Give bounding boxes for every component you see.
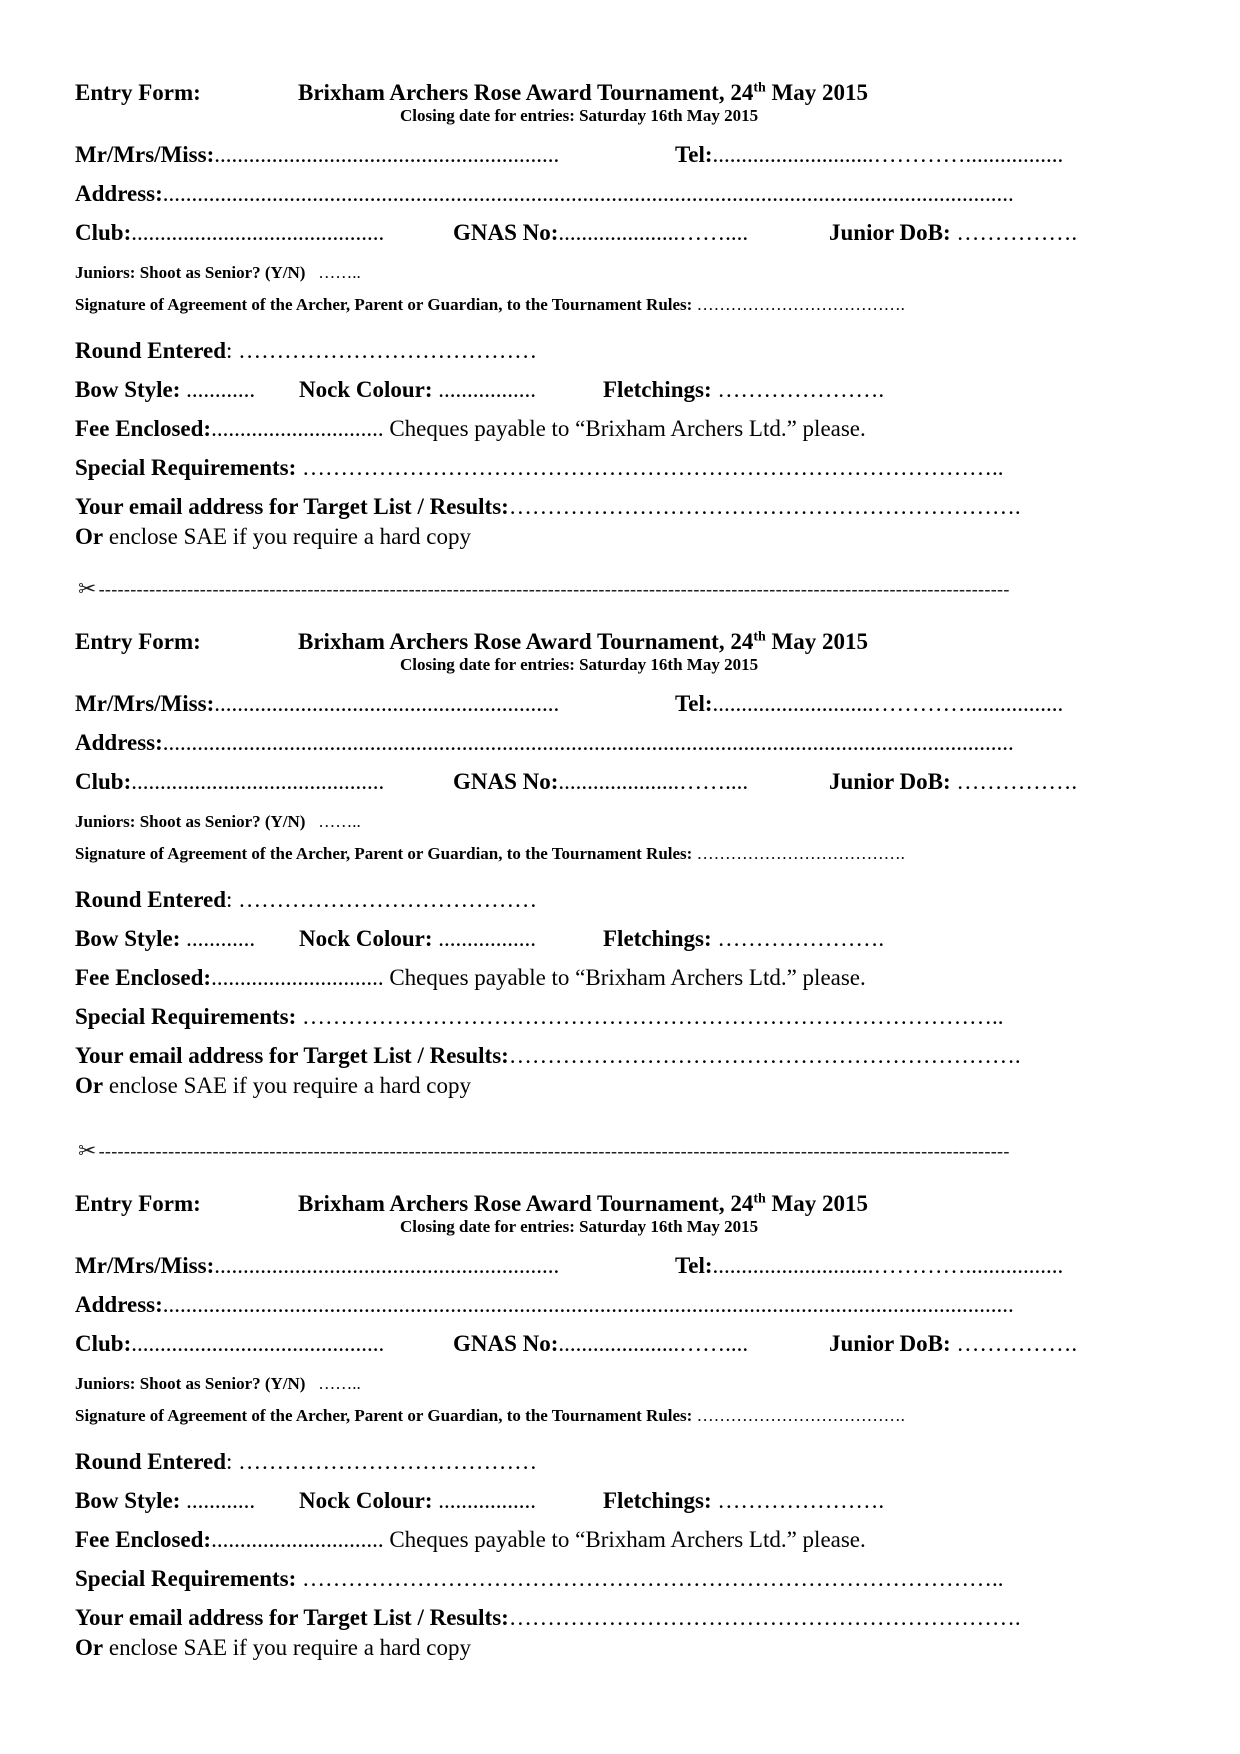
scissors-icon: ✂ xyxy=(78,1138,97,1163)
gnas-field[interactable]: .....................…….... xyxy=(558,220,749,245)
juniors-field[interactable]: …….. xyxy=(318,812,361,831)
name-row xyxy=(75,142,1064,168)
nock-colour-field[interactable]: ................. xyxy=(438,926,537,951)
or-label: Or xyxy=(75,1635,104,1660)
tel-label: Tel: xyxy=(675,142,713,167)
email-field[interactable]: …………………………………………………………. xyxy=(508,1605,1021,1630)
fee-row xyxy=(75,416,866,442)
signature-row xyxy=(75,292,905,318)
special-field[interactable]: ……………………………………………………………………………….. xyxy=(296,1004,1004,1029)
sae-row xyxy=(75,1073,471,1099)
juniors-label: Juniors: Shoot as Senior? (Y/N) xyxy=(75,1374,306,1393)
form-header xyxy=(75,1191,868,1217)
junior-dob-label: Junior DoB: xyxy=(829,1331,951,1356)
signature-label: Signature of Agreement of the Archer, Parent or Guardian, to the Tournament Rules: xyxy=(75,1406,693,1425)
tournament-title: Brixham Archers Rose Award Tournament, 24th May 2015 xyxy=(298,1191,868,1216)
gnas-label: GNAS No: xyxy=(453,769,559,794)
fee-note: Cheques payable to “Brixham Archers Ltd.” please. xyxy=(383,416,866,441)
sae-note: enclose SAE if you require a hard copy xyxy=(103,524,471,549)
nock-colour-field[interactable]: ................. xyxy=(438,1488,537,1513)
club-row xyxy=(75,1331,1078,1357)
closing-date: Closing date for entries: Saturday 16th May 2015 xyxy=(400,1217,759,1236)
round-label: Round Entered xyxy=(75,887,227,912)
closing-date: Closing date for entries: Saturday 16th May 2015 xyxy=(400,655,759,674)
gnas-label: GNAS No: xyxy=(453,1331,559,1356)
club-label: Club: xyxy=(75,1331,132,1356)
fee-label: Fee Enclosed: xyxy=(75,416,212,441)
sae-note: enclose SAE if you require a hard copy xyxy=(103,1073,471,1098)
club-field[interactable]: ............................................ xyxy=(131,769,385,794)
fee-field[interactable]: .............................. xyxy=(211,1527,384,1552)
signature-label: Signature of Agreement of the Archer, Parent or Guardian, to the Tournament Rules: xyxy=(75,844,693,863)
email-label: Your email address for Target List / Results: xyxy=(75,494,509,519)
club-field[interactable]: ............................................ xyxy=(131,1331,385,1356)
tel-field[interactable]: ............................…………................. xyxy=(712,142,1064,167)
address-field[interactable]: .................................................................................................................................................... xyxy=(162,730,1014,755)
entry-form-label: Entry Form: xyxy=(75,629,201,654)
fee-row xyxy=(75,1527,866,1553)
fletchings-label: Fletchings: xyxy=(603,1488,712,1513)
juniors-field[interactable]: …….. xyxy=(318,263,361,282)
email-label: Your email address for Target List / Results: xyxy=(75,1043,509,1068)
cut-dashes: ------------------------------------------------------------------------------------------------------------------------------------------------ xyxy=(98,1142,1010,1163)
signature-row xyxy=(75,1403,905,1429)
fletchings-label: Fletchings: xyxy=(603,377,712,402)
junior-dob-field[interactable]: ……………. xyxy=(956,220,1078,245)
address-label: Address: xyxy=(75,181,163,206)
address-label: Address: xyxy=(75,1292,163,1317)
gnas-field[interactable]: .....................…….... xyxy=(558,769,749,794)
sae-row xyxy=(75,1635,471,1661)
club-label: Club: xyxy=(75,769,132,794)
fee-field[interactable]: .............................. xyxy=(211,965,384,990)
junior-dob-field[interactable]: ……………. xyxy=(956,769,1078,794)
juniors-row xyxy=(75,809,361,835)
tel-field[interactable]: ............................…………................. xyxy=(712,691,1064,716)
bow-row xyxy=(75,926,885,952)
round-field[interactable]: : ………………………………… xyxy=(226,338,538,363)
bow-style-label: Bow Style: xyxy=(75,1488,181,1513)
round-label: Round Entered xyxy=(75,1449,227,1474)
junior-dob-field[interactable]: ……………. xyxy=(956,1331,1078,1356)
juniors-label: Juniors: Shoot as Senior? (Y/N) xyxy=(75,263,306,282)
address-field[interactable]: .................................................................................................................................................... xyxy=(162,181,1014,206)
bow-style-label: Bow Style: xyxy=(75,926,181,951)
name-row xyxy=(75,1253,1064,1279)
special-row xyxy=(75,455,1004,481)
fee-field[interactable]: .............................. xyxy=(211,416,384,441)
fletchings-field[interactable]: …………………. xyxy=(717,926,885,951)
signature-field[interactable]: ………………………………. xyxy=(696,844,905,863)
fee-row xyxy=(75,965,866,991)
or-label: Or xyxy=(75,524,104,549)
email-field[interactable]: …………………………………………………………. xyxy=(508,1043,1021,1068)
nock-colour-label: Nock Colour: xyxy=(299,377,433,402)
bow-style-field[interactable]: ............ xyxy=(186,1488,256,1513)
round-row xyxy=(75,1449,537,1475)
tournament-title: Brixham Archers Rose Award Tournament, 24th May 2015 xyxy=(298,80,868,105)
special-row xyxy=(75,1004,1004,1030)
bow-row xyxy=(75,1488,885,1514)
special-field[interactable]: ……………………………………………………………………………….. xyxy=(296,455,1004,480)
fletchings-field[interactable]: …………………. xyxy=(717,377,885,402)
email-field[interactable]: …………………………………………………………. xyxy=(508,494,1021,519)
entry-form-label: Entry Form: xyxy=(75,1191,201,1216)
name-label: Mr/Mrs/Miss: xyxy=(75,142,215,167)
junior-dob-label: Junior DoB: xyxy=(829,220,951,245)
tournament-title: Brixham Archers Rose Award Tournament, 24th May 2015 xyxy=(298,629,868,654)
email-row xyxy=(75,1605,1021,1631)
cut-dashes: ------------------------------------------------------------------------------------------------------------------------------------------------ xyxy=(98,580,1010,601)
address-row xyxy=(75,730,1014,756)
closing-date: Closing date for entries: Saturday 16th May 2015 xyxy=(400,106,759,125)
juniors-label: Juniors: Shoot as Senior? (Y/N) xyxy=(75,812,306,831)
address-label: Address: xyxy=(75,730,163,755)
special-label: Special Requirements: xyxy=(75,1004,297,1029)
name-label: Mr/Mrs/Miss: xyxy=(75,691,215,716)
special-field[interactable]: ……………………………………………………………………………….. xyxy=(296,1566,1004,1591)
fee-label: Fee Enclosed: xyxy=(75,965,212,990)
address-field[interactable]: .................................................................................................................................................... xyxy=(162,1292,1014,1317)
special-row xyxy=(75,1566,1004,1592)
name-field[interactable]: ............................................................ xyxy=(214,691,560,716)
form-header xyxy=(75,80,868,106)
gnas-field[interactable]: .....................…….... xyxy=(558,1331,749,1356)
name-field[interactable]: ............................................................ xyxy=(214,1253,560,1278)
signature-row xyxy=(75,841,905,867)
name-row xyxy=(75,691,1064,717)
tel-label: Tel: xyxy=(675,1253,713,1278)
cut-line-2 xyxy=(78,1140,1010,1164)
nock-colour-field[interactable]: ................. xyxy=(438,377,537,402)
nock-colour-label: Nock Colour: xyxy=(299,926,433,951)
round-row xyxy=(75,338,537,364)
address-row xyxy=(75,1292,1014,1318)
bow-style-field[interactable]: ............ xyxy=(186,926,256,951)
bow-style-label: Bow Style: xyxy=(75,377,181,402)
fletchings-label: Fletchings: xyxy=(603,926,712,951)
tel-label: Tel: xyxy=(675,691,713,716)
nock-colour-label: Nock Colour: xyxy=(299,1488,433,1513)
bow-row xyxy=(75,377,885,403)
email-label: Your email address for Target List / Results: xyxy=(75,1605,509,1630)
fee-note: Cheques payable to “Brixham Archers Ltd.” please. xyxy=(383,1527,866,1552)
name-label: Mr/Mrs/Miss: xyxy=(75,1253,215,1278)
tel-field[interactable]: ............................…………................. xyxy=(712,1253,1064,1278)
bow-style-field[interactable]: ............ xyxy=(186,377,256,402)
gnas-label: GNAS No: xyxy=(453,220,559,245)
club-label: Club: xyxy=(75,220,132,245)
sae-note: enclose SAE if you require a hard copy xyxy=(103,1635,471,1660)
fletchings-field[interactable]: …………………. xyxy=(717,1488,885,1513)
juniors-row xyxy=(75,260,361,286)
juniors-field[interactable]: …….. xyxy=(318,1374,361,1393)
club-row xyxy=(75,769,1078,795)
cut-line-1 xyxy=(78,578,1010,602)
signature-field[interactable]: ………………………………. xyxy=(696,295,905,314)
fee-note: Cheques payable to “Brixham Archers Ltd.” please. xyxy=(383,965,866,990)
entry-form-label: Entry Form: xyxy=(75,80,201,105)
special-label: Special Requirements: xyxy=(75,1566,297,1591)
form-header xyxy=(75,629,868,655)
sae-row xyxy=(75,524,471,550)
email-row xyxy=(75,494,1021,520)
signature-field[interactable]: ………………………………. xyxy=(696,1406,905,1425)
email-row xyxy=(75,1043,1021,1069)
name-field[interactable]: ............................................................ xyxy=(214,142,560,167)
round-field[interactable]: : ………………………………… xyxy=(226,1449,538,1474)
address-row xyxy=(75,181,1014,207)
special-label: Special Requirements: xyxy=(75,455,297,480)
or-label: Or xyxy=(75,1073,104,1098)
fee-label: Fee Enclosed: xyxy=(75,1527,212,1552)
club-field[interactable]: ............................................ xyxy=(131,220,385,245)
signature-label: Signature of Agreement of the Archer, Parent or Guardian, to the Tournament Rules: xyxy=(75,295,693,314)
round-row xyxy=(75,887,537,913)
scissors-icon: ✂ xyxy=(78,576,97,601)
juniors-row xyxy=(75,1371,361,1397)
junior-dob-label: Junior DoB: xyxy=(829,769,951,794)
club-row xyxy=(75,220,1078,246)
round-field[interactable]: : ………………………………… xyxy=(226,887,538,912)
round-label: Round Entered xyxy=(75,338,227,363)
